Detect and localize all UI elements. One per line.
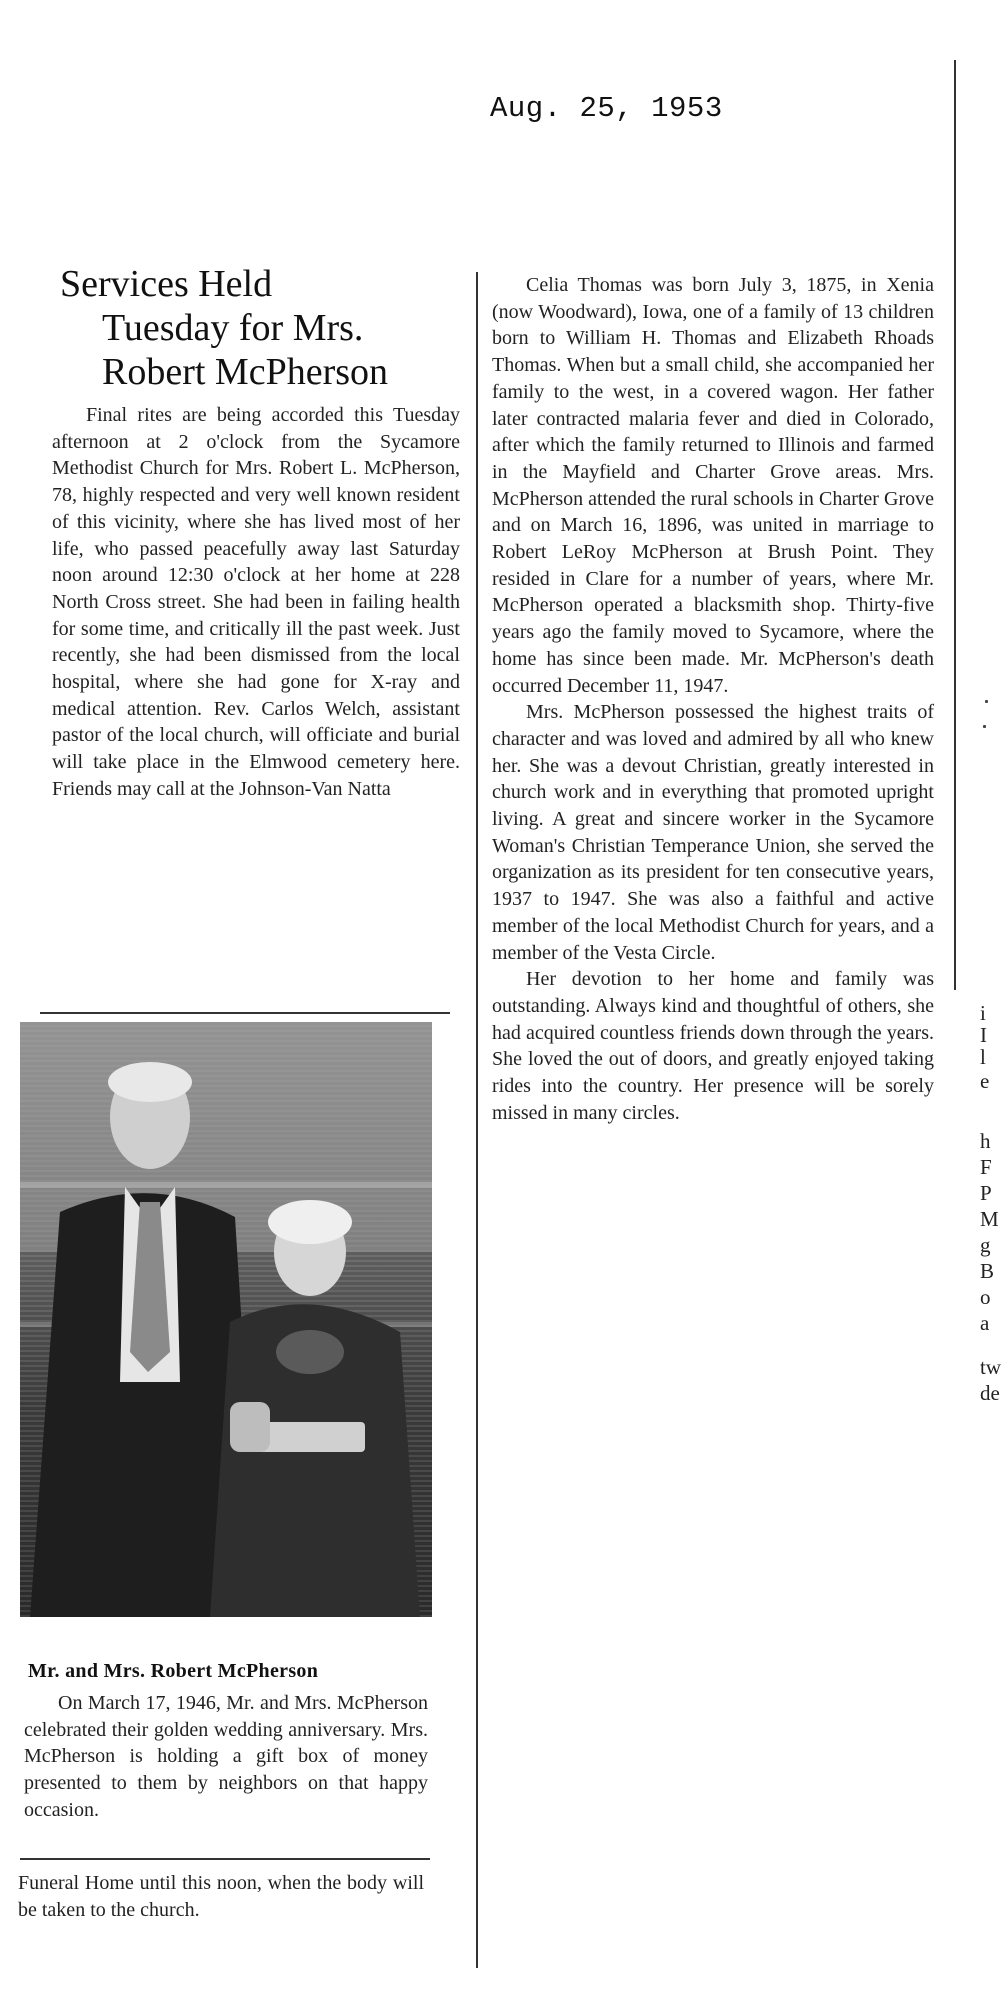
edge-fragment: g (980, 1233, 991, 1257)
headline-line-3: Robert McPherson (102, 351, 389, 393)
edge-fragment: B (980, 1259, 995, 1283)
edge-fragment: de (980, 1381, 1000, 1405)
couple-photo-illustration (20, 1022, 432, 1617)
photo-caption-text: On March 17, 1946, Mr. and Mrs. McPherson celebrated their golden wedding anniversary. Mrs. McPherson is holding a gift box of money presented to them by neighbors on that happy occasion. (24, 1692, 428, 1821)
article-column-1 (52, 402, 460, 803)
edge-fragment: o (980, 1285, 991, 1309)
headline-line-2: Tuesday for Mrs. (102, 307, 364, 349)
clipping-date: Aug. 25, 1953 (490, 92, 723, 125)
edge-fragment: I (980, 1023, 987, 1047)
caption-divider-rule (20, 1858, 430, 1860)
column-separator-rule (476, 272, 478, 1968)
couple-photo (20, 1022, 432, 1617)
article-paragraph-devotion: Her devotion to her home and family was outstanding. Always kind and thoughtful of others, she had acquired countless friends down through the years. She loved the out of doors, and greatly enjoyed taking rides into the country. Her presence will be sorely missed in many circles. (492, 968, 934, 1124)
headline (60, 262, 480, 394)
photo-caption (24, 1690, 428, 1824)
article-paragraph-character: Mrs. McPherson possessed the highest traits of character and was loved and admired by all who knew her. She was a devout Christian, greatly interested in church work and in everything that promoted upright living. A great and sincere worker in the Sycamore Woman's Christian Temperance Union, she served the organization as its president for ten consecutive years, 1937 to 1947. She was also a faithful and active member of the local Methodist Church for years, and a member of the Vesta Circle. (492, 701, 934, 964)
article-paragraph-intro: Final rites are being accorded this Tuesday afternoon at 2 o'clock from the Sycamore Methodist Church for Mrs. Robert L. McPherson, 78, highly respected and very well known resident of this vicinity, where she has lived most of her life, who passed peacefully away last Saturday noon around 12:30 o'clock at her home at 228 North Cross street. She had been in failing health for some time, and critically ill the past week. Just recently, she had been dismissed from the local hospital, where she had gone for X-ray and medical attention. Rev. Carlos Welch, assistant pastor of the local church, will officiate and burial will take place in the Elmwood cemetery here. Friends may call at the Johnson-Van Natta (52, 404, 460, 800)
article-column-2 (492, 272, 934, 1127)
headline-line-1: Services Held (60, 263, 273, 305)
edge-fragment: M (980, 1207, 999, 1231)
edge-fragment: h (980, 1129, 991, 1153)
edge-fragment: tw (980, 1355, 1001, 1379)
article-paragraph-biography: Celia Thomas was born July 3, 1875, in Xenia (now Woodward), Iowa, one of a family of 13 children born to William H. Thomas and Elizabeth Rhoads Thomas. When but a small child, she accompanied her family to the west, in a covered wagon. Her father later contracted malaria fever and died in Colorado, after which the family returned to Illinois and farmed in the Mayfield and Charter Grove areas. Mrs. McPherson attended the rural schools in Charter Grove and on March 16, 1896, was united in marriage to Robert LeRoy McPherson at Brush Point. They resided in Clare for a number of years, where Mr. McPherson operated a blacksmith shop. Thirty-five years ago the family moved to Sycamore, where the home has since been made. Mr. McPherson's death occurred December 11, 1947. (492, 274, 934, 697)
edge-fragment: l (980, 1045, 986, 1069)
column-divider-rule (40, 1012, 450, 1014)
right-edge-rule (954, 60, 956, 990)
edge-fragment: a (980, 1311, 990, 1335)
article-column-1-continued (18, 1870, 424, 1923)
article-paragraph-funeral-home: Funeral Home until this noon, when the body will be taken to the church. (18, 1872, 424, 1921)
scan-speck (983, 725, 986, 728)
photo-caption-title: Mr. and Mrs. Robert McPherson (28, 1660, 319, 1682)
scan-speck (985, 700, 988, 703)
edge-fragment: e (980, 1069, 990, 1093)
edge-fragment: i (980, 1001, 986, 1025)
edge-fragment: P (980, 1181, 992, 1205)
edge-fragment: F (980, 1155, 992, 1179)
